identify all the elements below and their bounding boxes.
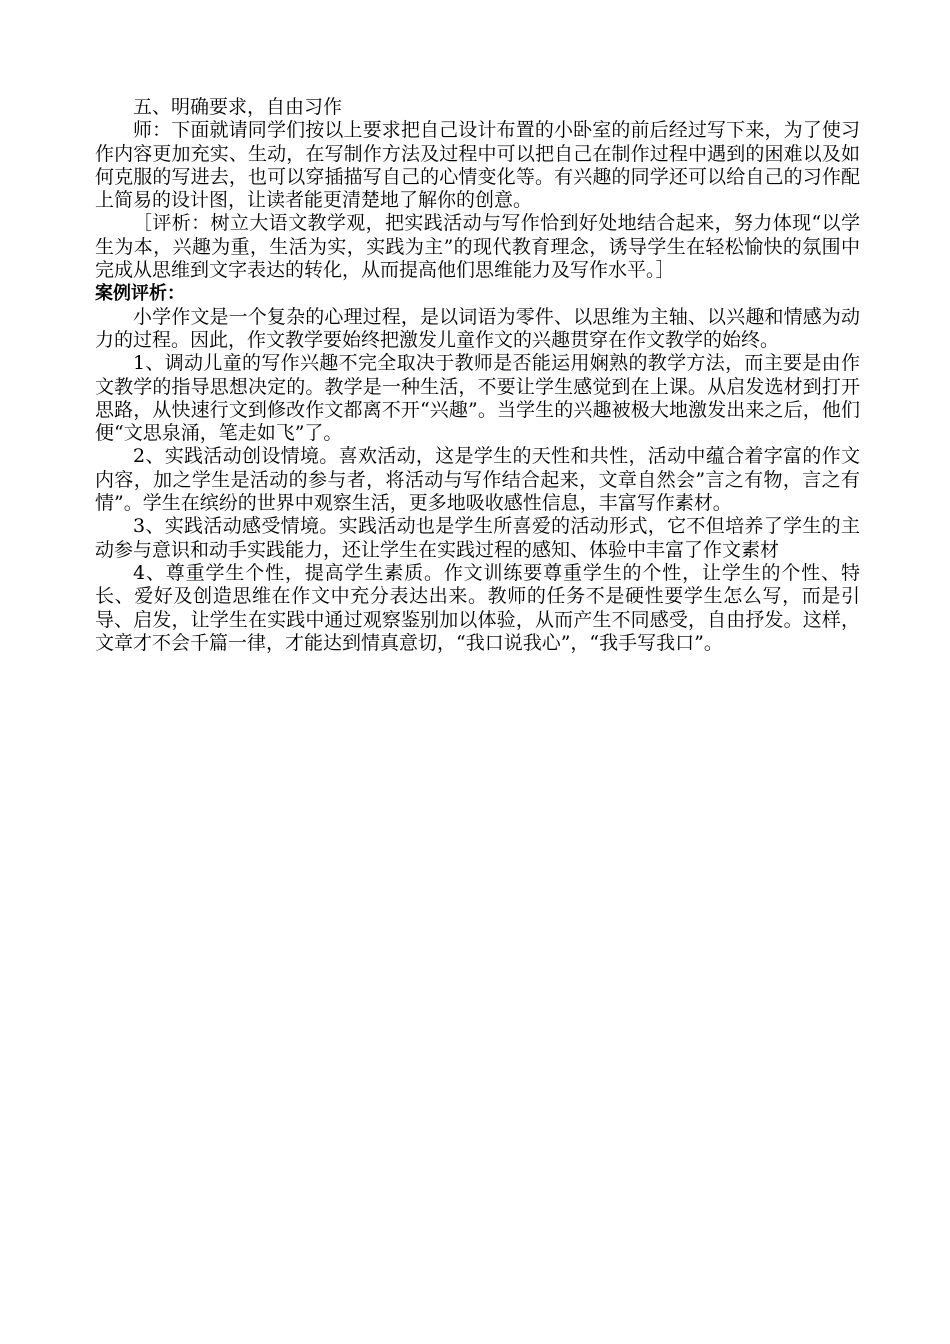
- comment-paragraph: ［评析：树立大语文教学观，把实践活动与写作恰到好处地结合起来，努力体现“以学生为本，兴趣为重，生活为实，实践为主”的现代教育理念，诱导学生在轻松愉快的氛围中完成从思维到文字表达的转化，从而提高他们思维能力及写作水平。］: [95, 212, 860, 282]
- point-1-paragraph: 1、调动儿童的写作兴趣不完全取决于教师是否能运用娴熟的教学方法，而主要是由作文教学的指导思想决定的。教学是一种生活，不要让学生感觉到在上课。从启发选材到打开思路，从快速行文到修改作文都离不开“兴趣”。当学生的兴趣被极大地激发出来之后，他们便“文思泉涌，笔走如飞”了。: [95, 352, 860, 445]
- point-4-paragraph: 4、尊重学生个性，提高学生素质。作文训练要尊重学生的个性，让学生的个性、特长、爱好及创造思维在作文中充分表达出来。教师的任务不是硬性要学生怎么写，而是引导、启发，让学生在实践中通过观察鉴别加以体验，从而产生不同感受，自由抒发。这样，文章才不会千篇一律，才能达到情真意切，“我口说我心”，“我手写我口”。: [95, 561, 860, 654]
- point-3-paragraph: 3、实践活动感受情境。实践活动也是学生所喜爱的活动形式，它不但培养了学生的主动参与意识和动手实践能力，还让学生在实践过程的感知、体验中丰富了作文素材: [95, 515, 860, 561]
- analysis-intro-paragraph: 小学作文是一个复杂的心理过程，是以词语为零件、以思维为主轴、以兴趣和情感为动力的过程。因此，作文教学要始终把激发儿童作文的兴趣贯穿在作文教学的始终。: [95, 305, 860, 351]
- section-title: 五、明确要求，自由习作: [133, 96, 343, 118]
- document-page: [95, 96, 860, 655]
- teacher-paragraph: 师：下面就请同学们按以上要求把自己设计布置的小卧室的前后经过写下来，为了使习作内容更加充实、生动，在写制作方法及过程中可以把自己在制作过程中遇到的困难以及如何克服的写进去，也可以穿插描写自己的心情变化等。有兴趣的同学还可以给自己的习作配上简易的设计图，让读者能更清楚地了解你的创意。: [95, 119, 860, 212]
- point-2-paragraph: 2、实践活动创设情境。喜欢活动，这是学生的天性和共性，活动中蕴合着字富的作文内容，加之学生是活动的参与者，将活动与写作结合起来，文章自然会”言之有物，言之有情”。学生在缤纷的世界中观察生活，更多地吸收感性信息，丰富写作素材。: [95, 445, 860, 515]
- analysis-heading: 案例评析：: [95, 283, 185, 305]
